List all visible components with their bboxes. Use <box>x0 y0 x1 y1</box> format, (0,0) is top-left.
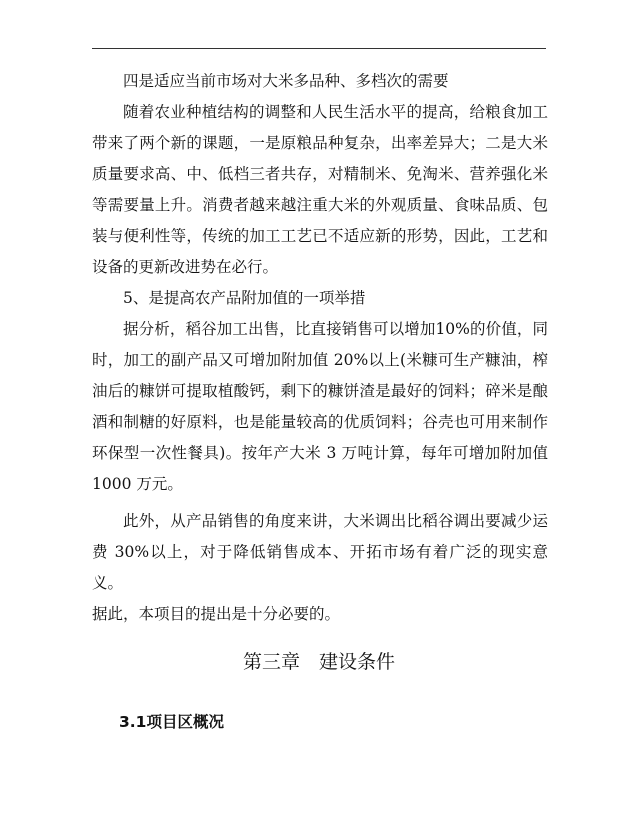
paragraph-processing-challenges: 随着农业种植结构的调整和人民生活水平的提高，给粮食加工带来了两个新的课题，一是原粮品种复杂，出率差异大；二是大米质量要求高、中、低档三者共存，对精制米、免淘米、营养强化米等需要量上升。消费者越来越注重大米的外观质量、食味品质、包装与便利性等，传统的加工工艺已不适应新的形势，因此，工艺和设备的更新改进势在必行。 <box>92 103 548 276</box>
paragraph-added-value-analysis: 据分析，稻谷加工出售，比直接销售可以增加10%的价值，同时，加工的副产品又可增加附加值 20%以上(米糠可生产糠油，榨油后的糠饼可提取植酸钙，剩下的糠饼渣是最好的饲料；碎米是酿酒和制糖的好原料，也是能量较高的优质饲料；谷壳也可用来制作环保型一次性餐具)。按年产大米 3 万吨计算，每年可增加附加值 1000 万元。 <box>92 320 548 493</box>
document-body <box>92 66 548 630</box>
paragraph-transport-cost: 此外，从产品销售的角度来讲，大米调出比稻谷调出要减少运费 30%以上，对于降低销售成本、开拓市场有着广泛的现实意义。 <box>92 512 548 592</box>
chapter-title: 第三章 建设条件 <box>242 651 395 673</box>
paragraph-conclusion: 据此，本项目的提出是十分必要的。 <box>92 605 341 623</box>
paragraph-added-value-heading: 5、是提高农产品附加值的一项举措 <box>123 289 366 307</box>
section-title: 3.1项目区概况 <box>119 713 224 731</box>
paragraph-market-demand-heading: 四是适应当前市场对大米多品种、多档次的需要 <box>123 72 449 90</box>
header-rule <box>92 48 546 49</box>
